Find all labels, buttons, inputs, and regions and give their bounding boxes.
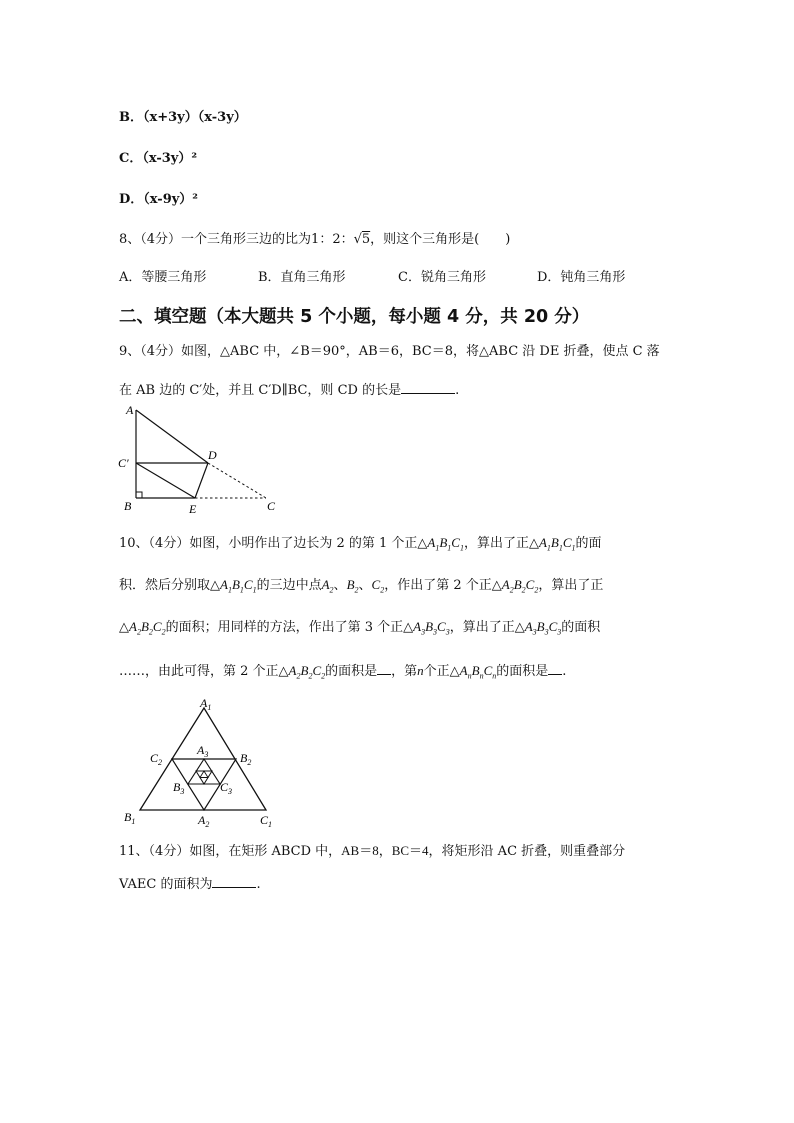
label-a: A [126,403,134,417]
q10-text: 个正△ [423,664,460,679]
triangle-anbncn: $A_nB_nC_n$ [459,663,497,681]
q10-text: 的面积 [561,620,601,635]
label-e: E [189,502,197,516]
q11-text: 将矩形沿 AC 折叠，则重叠部分 [441,844,626,859]
figure-q10 [118,694,288,832]
question-10-line-2 [119,577,603,599]
question-9-line-2 [119,381,459,399]
answer-blank [401,381,455,394]
answer-blank [377,662,391,675]
point-b2: $B_2$ [346,577,359,595]
triangle-a3b3c3: $A_3B_3C_3$ [413,619,450,637]
option-d: D．（x-9y）² [119,192,198,207]
question-9-text: 在 AB 边的 C′处，并且 C′D∥BC，则 CD 的长是 [119,383,402,398]
q10-text: 积．然后分别取△ [119,578,220,593]
q10-text: 的面积；用同样的方法，作出了第 3 个正△ [165,620,414,635]
q10-text: 的面积是 [325,664,378,679]
q10-text: . [562,664,567,679]
q11-text: 11、（4分）如图，在矩形 ABCD 中， [119,844,342,859]
q10-text: △ [119,620,129,635]
answer-blank [212,875,256,888]
label-a1: $A_1$ [200,696,212,712]
dashed-dc [208,463,266,498]
label-a3: $A_3$ [197,743,209,759]
segment-c-prime-e [136,463,195,498]
side-ad [136,410,208,463]
triangle-a2b2c2: $A_2B_2C_2$ [501,577,539,595]
point-a2: $A_2$ [321,577,334,595]
label-c1: $C_1$ [260,813,273,829]
sqrt-value: 5 [361,232,371,247]
right-angle-mark [136,492,142,498]
q10-text: ……，由此可得，第 2 个正△ [119,664,289,679]
q10-text: 的三边中点 [256,578,322,593]
sqrt-symbol: √ [353,232,362,247]
question-8-stem [119,232,510,248]
question-11-line-1 [119,843,625,860]
question-8-text-b: ，则这个三角形是( ) [370,232,511,247]
q10-text: 、 [358,578,372,593]
question-8-text-a: 8、（4分）一个三角形三边的比为1：2： [119,232,354,247]
label-c: C [267,499,276,513]
triangle-a1b1c1: $A_1B_1C_1$ [427,535,464,553]
q8-option-d: D．钝角三角形 [537,270,626,285]
label-d: D [208,448,217,462]
question-8-options [119,270,625,286]
question-9-line-1: 9、（4分）如图，△ABC 中，∠B＝90°，AB＝6，BC＝8，将△ABC 沿 DE 折叠，使点 C 落 [119,344,660,359]
q8-option-c: C．锐角三角形 [398,270,486,285]
q10-text: ，算出了正 [538,578,604,593]
q10-text: ，作出了第 2 个正△ [384,578,502,593]
triangle-a1b1c1: $A_1B_1C_1$ [220,577,257,595]
label-b2: $B_2$ [240,751,252,767]
q11-equation: AB＝8，BC＝4， [341,843,442,858]
q8-option-b: B．直角三角形 [258,270,346,285]
label-c3: $C_3$ [220,780,233,796]
section-2-heading: 二、填空题（本大题共 5 个小题，每小题 4 分，共 20 分） [119,307,590,327]
option-b: B．（x+3y）（x-3y） [119,110,247,125]
label-b1: $B_1$ [124,810,136,826]
triangle-a2b2c2: $A_2B_2C_2$ [288,663,326,681]
variable-n: n [417,663,424,678]
triangle-a2b2c2: $A_2B_2C_2$ [129,619,166,637]
question-11-line-2 [119,875,261,893]
label-a2: $A_2$ [198,813,210,829]
q10-text: ，算出了正△ [463,536,539,551]
label-b3: $B_3$ [173,780,185,796]
q11-text: VAEC 的面积为 [119,877,213,892]
question-10-line-4 [119,662,566,685]
label-c-prime: C′ [118,456,129,470]
q10-text: ，第 [391,664,418,679]
segment-de [195,463,208,498]
q11-period: . [256,877,261,892]
question-10-line-1 [119,535,602,557]
question-10-line-3 [119,619,600,641]
label-b: B [124,499,132,513]
triangle-a1b1c1: $A_1B_1C_1$ [538,535,576,553]
option-c: C．（x-3y）² [119,151,198,166]
figure-q9 [110,400,290,518]
triangle-5 [200,771,208,778]
question-9-period: . [455,383,460,398]
q8-option-a: A．等腰三角形 [119,270,207,285]
q10-text: 10、（4分）如图，小明作出了边长为 2 的第 1 个正△ [119,536,428,551]
q10-text: 、 [333,578,347,593]
triangle-a3b3c3: $A_3B_3C_3$ [524,619,562,637]
answer-blank [548,662,562,675]
q10-text: 的面积是 [496,664,549,679]
label-c2: $C_2$ [150,751,163,767]
point-c2: $C_2$ [371,577,385,595]
q10-text: 的面 [575,536,602,551]
q10-text: ，算出了正△ [449,620,525,635]
